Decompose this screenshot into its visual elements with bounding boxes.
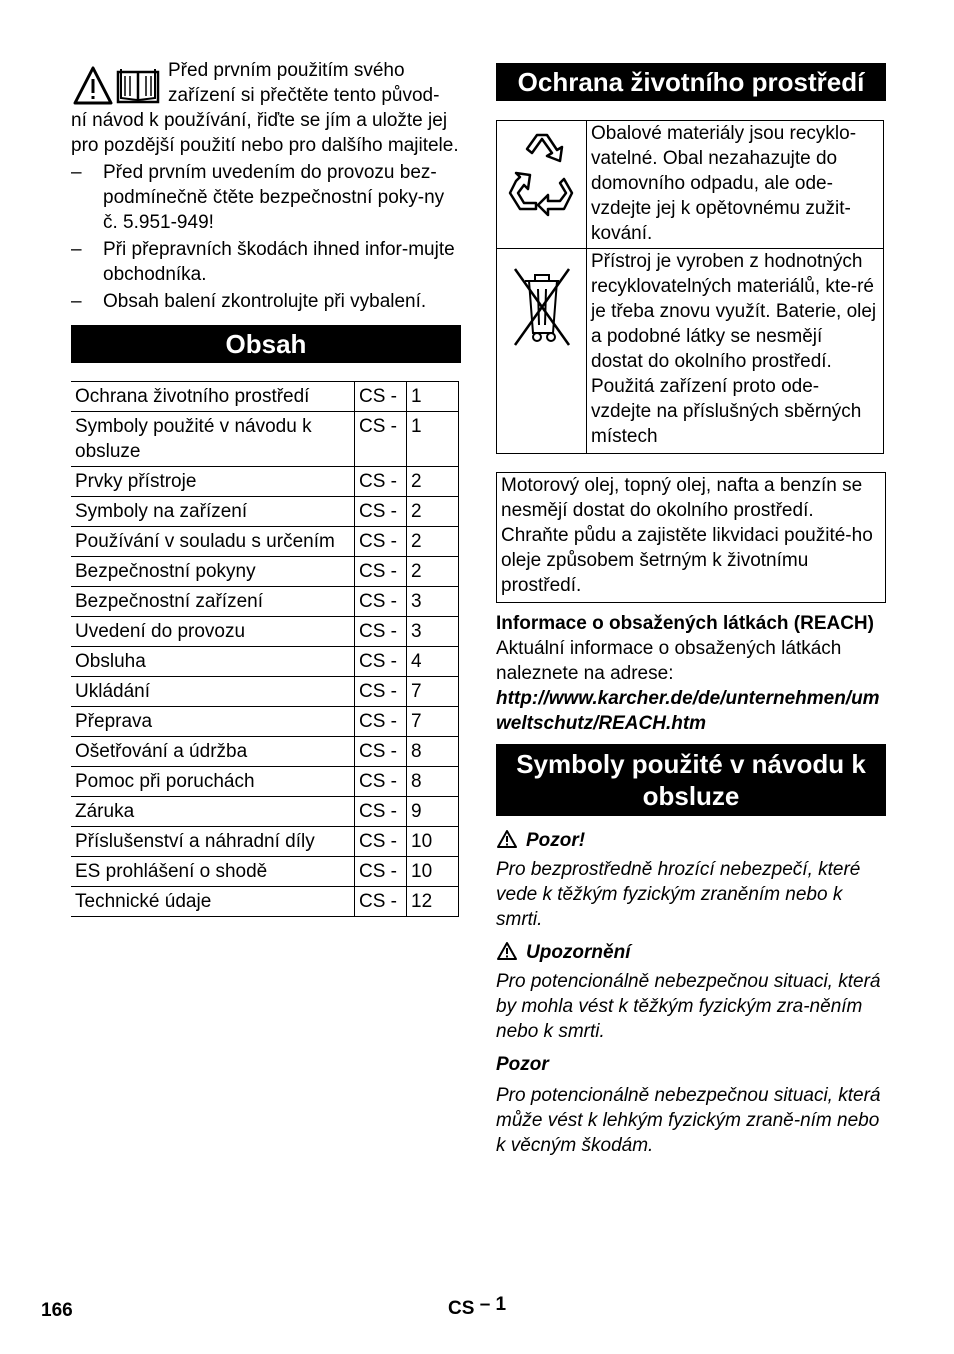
table-row xyxy=(71,797,459,827)
manual-book-icon xyxy=(118,69,158,102)
footer-lang-code: CS xyxy=(448,1298,475,1319)
bin-text: Přístroj je vyroben z hodnotných recyklovatelných materiálů, kte-ré je třeba znovu využít. Baterie, olej a podobné látky se nesmějí dostat do okolního prostředí. Použitá zařízení proto ode-vzdejte na příslušných sběrných místech xyxy=(587,249,884,454)
toc-page: 2 xyxy=(407,467,459,497)
toc-lang: CS - xyxy=(355,557,407,587)
toc-lang: CS - xyxy=(355,737,407,767)
dash-mark: – xyxy=(71,239,82,260)
intro-line-1: Před prvním použitím svého xyxy=(168,60,405,81)
intro-list xyxy=(71,160,461,314)
symbols-heading: Symboly použité v návodu k obsluze xyxy=(496,744,886,816)
toc-page: 1 xyxy=(407,382,459,412)
table-row xyxy=(71,412,459,467)
toc-lang: CS - xyxy=(355,587,407,617)
table-row xyxy=(71,767,459,797)
toc-title: Ochrana životního prostředí xyxy=(71,382,355,412)
toc-title: Uvedení do provozu xyxy=(71,617,355,647)
dash-mark: – xyxy=(71,162,82,183)
toc-lang: CS - xyxy=(355,887,407,917)
table-row xyxy=(71,707,459,737)
caution-title: Pozor xyxy=(496,1054,549,1075)
footer-lang xyxy=(448,1296,506,1321)
page-number: 166 xyxy=(41,1300,73,1321)
toc-title: Symboly použité v návodu k obsluze xyxy=(71,412,355,467)
toc-title: Ošetřování a údržba xyxy=(71,737,355,767)
toc-page: 3 xyxy=(407,587,459,617)
table-row xyxy=(71,497,459,527)
toc-page: 3 xyxy=(407,617,459,647)
list-item xyxy=(71,160,461,235)
toc-page: 2 xyxy=(407,557,459,587)
toc-page: 1 xyxy=(407,412,459,467)
list-item-text: Při přepravních škodách ihned infor-mujte obchodníka. xyxy=(103,239,455,285)
table-row xyxy=(71,827,459,857)
table-row xyxy=(71,467,459,497)
toc-lang: CS - xyxy=(355,707,407,737)
warning-triangle-icon xyxy=(496,941,518,961)
list-item-text: Před prvním uvedením do provozu bez-podmínečně čtěte bezpečnostní poky-ny č. 5.951-949! xyxy=(103,162,445,233)
toc-lang: CS - xyxy=(355,797,407,827)
toc-title: Bezpečnostní pokyny xyxy=(71,557,355,587)
toc-title: Záruka xyxy=(71,797,355,827)
toc-title: Prvky přístroje xyxy=(71,467,355,497)
toc-title: ES prohlášení o shodě xyxy=(71,857,355,887)
reach-link[interactable]: http://www.karcher.de/de/unternehmen/umweltschutz/REACH.htm xyxy=(496,688,880,734)
toc-title: Pomoc při poruchách xyxy=(71,767,355,797)
warning-triangle-icon xyxy=(75,68,111,103)
toc-lang: CS - xyxy=(355,677,407,707)
toc-lang: CS - xyxy=(355,412,407,467)
table-row xyxy=(71,887,459,917)
env-table xyxy=(496,120,884,454)
oil-text: Motorový olej, topný olej, nafta a benzín se nesmějí dostat do okolního prostředí. Chraňte půdu a zajistěte likvidaci použité-ho oleje způsobem šetrným k životnímu prostředí. xyxy=(501,475,873,596)
table-row xyxy=(71,737,459,767)
toc-page: 7 xyxy=(407,677,459,707)
bin-cell xyxy=(497,249,587,454)
toc-page: 4 xyxy=(407,647,459,677)
toc-title: Symboly na zařízení xyxy=(71,497,355,527)
toc-lang: CS - xyxy=(355,527,407,557)
toc-title: Přeprava xyxy=(71,707,355,737)
left-column xyxy=(71,58,461,917)
toc-lang: CS - xyxy=(355,647,407,677)
toc-page: 2 xyxy=(407,527,459,557)
warning-heading xyxy=(496,940,886,965)
danger-title: Pozor! xyxy=(526,830,586,851)
toc-lang: CS - xyxy=(355,497,407,527)
toc-lang: CS - xyxy=(355,467,407,497)
toc-page: 12 xyxy=(407,887,459,917)
table-row xyxy=(71,647,459,677)
table-row xyxy=(71,587,459,617)
list-item-text: Obsah balení zkontrolujte při vybalení. xyxy=(103,291,427,312)
table-row xyxy=(497,249,884,454)
table-row xyxy=(71,617,459,647)
toc-page: 8 xyxy=(407,737,459,767)
env-heading: Ochrana životního prostředí xyxy=(496,63,886,101)
toc-page: 10 xyxy=(407,827,459,857)
table-row xyxy=(497,121,884,249)
table-row xyxy=(71,557,459,587)
toc-table xyxy=(71,381,459,917)
toc-title: Používání v souladu s určením xyxy=(71,527,355,557)
intro-line-2: zařízení si přečtěte tento původ- xyxy=(168,85,440,106)
toc-lang: CS - xyxy=(355,767,407,797)
table-row xyxy=(71,527,459,557)
recycle-icon xyxy=(502,131,582,231)
toc-lang: CS - xyxy=(355,857,407,887)
warning-manual-icons xyxy=(73,66,163,106)
danger-heading xyxy=(496,828,886,853)
dash-mark: – xyxy=(71,291,82,312)
footer-lang-page: – 1 xyxy=(479,1294,507,1315)
warning-title: Upozornění xyxy=(526,942,631,963)
table-row xyxy=(71,382,459,412)
toc-lang: CS - xyxy=(355,827,407,857)
list-item xyxy=(71,289,461,314)
toc-title: Obsluha xyxy=(71,647,355,677)
table-row xyxy=(71,857,459,887)
crossed-bin-icon xyxy=(507,261,577,351)
warning-triangle-icon xyxy=(496,829,518,849)
reach-title: Informace o obsažených látkách (REACH) xyxy=(496,613,874,634)
toc-page: 2 xyxy=(407,497,459,527)
right-column xyxy=(496,63,886,1158)
toc-lang: CS - xyxy=(355,382,407,412)
toc-page: 10 xyxy=(407,857,459,887)
oil-notice xyxy=(496,472,886,603)
caution-text: Pro potencionálně nebezpečnou situaci, která může vést k lehkým fyzickým zraně-ním nebo k věcným škodám. xyxy=(496,1085,881,1156)
toc-page: 7 xyxy=(407,707,459,737)
toc-title: Technické údaje xyxy=(71,887,355,917)
toc-lang: CS - xyxy=(355,617,407,647)
warning-text: Pro potencionálně nebezpečnou situaci, která by mohla vést k těžkým fyzickým zra-něním nebo k smrti. xyxy=(496,971,881,1042)
danger-text: Pro bezprostředně hrozící nebezpečí, které vede k těžkým fyzickým zraněním nebo k smrti. xyxy=(496,859,861,930)
recycle-cell xyxy=(497,121,587,249)
toc-page: 8 xyxy=(407,767,459,797)
toc-title: Ukládání xyxy=(71,677,355,707)
toc-title: Bezpečnostní zařízení xyxy=(71,587,355,617)
intro-notice xyxy=(71,58,461,314)
list-item xyxy=(71,237,461,287)
reach-text: Aktuální informace o obsažených látkách naleznete na adrese: xyxy=(496,638,842,684)
toc-title: Příslušenství a náhradní díly xyxy=(71,827,355,857)
recycle-text: Obalové materiály jsou recyklo-vatelné. Obal nezahazujte do domovního odpadu, ale ode-vzdejte jej k opětovnému zužit-kování. xyxy=(587,121,884,249)
toc-page: 9 xyxy=(407,797,459,827)
intro-rest: ní návod k používání, řiďte se jím a uložte jej pro pozdější použití nebo pro dalšího majitele. xyxy=(71,110,459,156)
table-row xyxy=(71,677,459,707)
obsah-heading: Obsah xyxy=(71,325,461,363)
